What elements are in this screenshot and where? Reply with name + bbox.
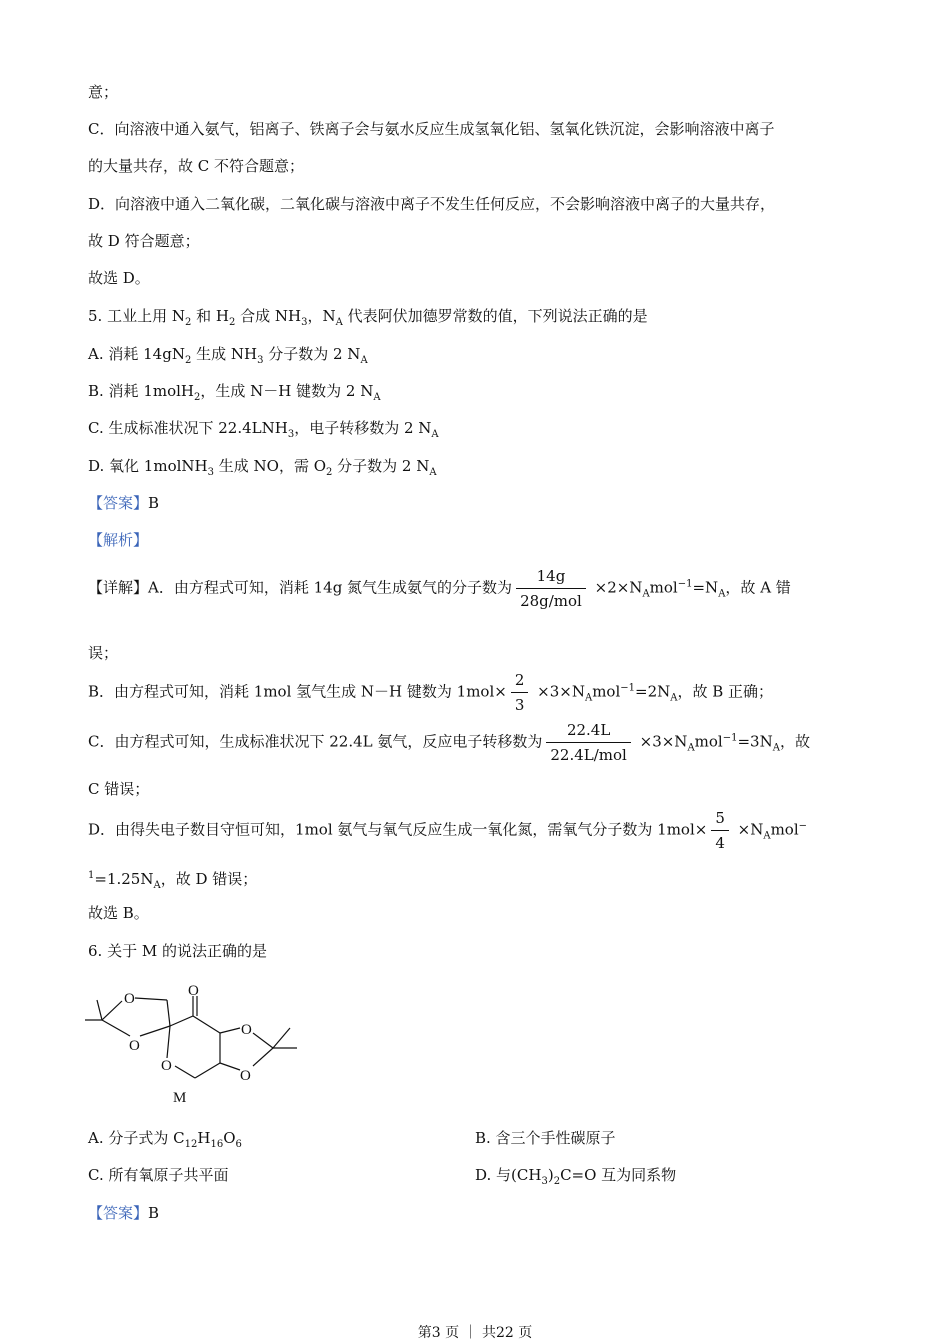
fraction: $\frac{5}{4}$ [711,808,729,853]
analysis-label: 【解析】 [88,531,149,549]
text-line: 故选 D。 [88,269,150,287]
oxygen-atom: O [161,1058,172,1074]
fraction: $\frac{22.4L}{\text{22.4L/mol}}$ [546,720,630,765]
answer-6: 【答案】B [88,1204,160,1222]
molecule-label: M [173,1090,187,1106]
fraction: $\frac{14g}{\text{28g/mol}}$ [516,566,586,611]
question-5: 5. 工业上用 $N_2$ 和 $H_2$ 合成 $NH_3$，$N_A$ 代表阿伏加德罗常数的值，下列说法正确的是 [88,307,648,328]
text-line: 意； [88,83,119,101]
molecule-m-structure [85,978,305,1108]
text-line: D．向溶液中通入二氧化碳，二氧化碳与溶液中离子不发生任何反应，不会影响溶液中离子的大量共存， [88,195,776,213]
text-line: 故 D 符合题意； [88,232,200,250]
q6-option-a: A. 分子式为 $C_{12}H_{16}O_6$ [88,1129,242,1150]
text-line: C．向溶液中通入氨气，铝离子、铁离子会与氨水反应生成氢氧化铝、氢氧化铁沉淀，会影响溶液中离子 [88,120,775,138]
bonds [85,996,297,1078]
option-a: A. 消耗 $14gN_2$ 生成 $NH_3$ 分子数为 2 $N_A$ [88,345,368,366]
option-b: B. 消耗 1molH$_2$，生成 N－H 键数为 2 $N_A$ [88,382,381,403]
oxygen-atom: O [241,1022,252,1038]
oxygen-atom: O [188,983,199,999]
text-line: $^1=1.25N_A$，故 D 错误； [88,870,258,891]
detail-d: D．由得失电子数目守恒可知，1mol 氨气与氧气反应生成一氧化氮，需氧气分子数为 1mol× $\frac{5}{4}$ $\times N_Amol^-$ [88,809,808,852]
oxygen-atom: O [129,1038,140,1054]
option-d: D. 氧化 1molNH$_3$ 生成 NO，需 $O_2$ 分子数为 2 $N_A$ [88,457,437,478]
oxygen-atom: O [240,1068,251,1084]
text-line: 故选 B。 [88,904,149,922]
detail-c: C．由方程式可知，生成标准状况下 22.4L 氨气，反应电子转移数为 $\frac{22.4L}{\text{22.4L/mol}}$ $\times 3\times N_Amol^{-1}=3N_A$，故 [88,721,810,764]
text-line: 误； [88,644,119,662]
q6-option-d: D. 与$(CH_3)_2C=O$ 互为同系物 [475,1166,677,1187]
oxygen-atom: O [124,991,135,1007]
answer-5: 【答案】B [88,494,160,512]
detail-b: B．由方程式可知，消耗 1mol 氢气生成 N－H 键数为 1mol× $\frac{2}{3}$ $\times 3\times N_Amol^{-1}=2N_A$，故 B 正确； [88,671,774,714]
text-line: 的大量共存，故 C 不符合题意； [88,157,305,175]
detail-a: 【详解】A．由方程式可知，消耗 14g 氮气生成氨气的分子数为 $\frac{14g}{\text{28g/mol}}$ $\times 2\times N_Amol^{-1}=N_A$，故 A 错 [88,567,791,610]
option-c: C. 生成标准状况下 $22.4LNH_3$，电子转移数为 2 $N_A$ [88,419,439,440]
q6-option-b: B. 含三个手性碳原子 [475,1129,616,1147]
q6-option-c: C. 所有氧原子共平面 [88,1166,229,1184]
text-line: C 错误； [88,780,150,798]
question-6: 6. 关于 M 的说法正确的是 [88,942,267,960]
page-footer: 第3 页 ｜ 共22 页 [417,1325,533,1341]
fraction: $\frac{2}{3}$ [511,670,529,715]
